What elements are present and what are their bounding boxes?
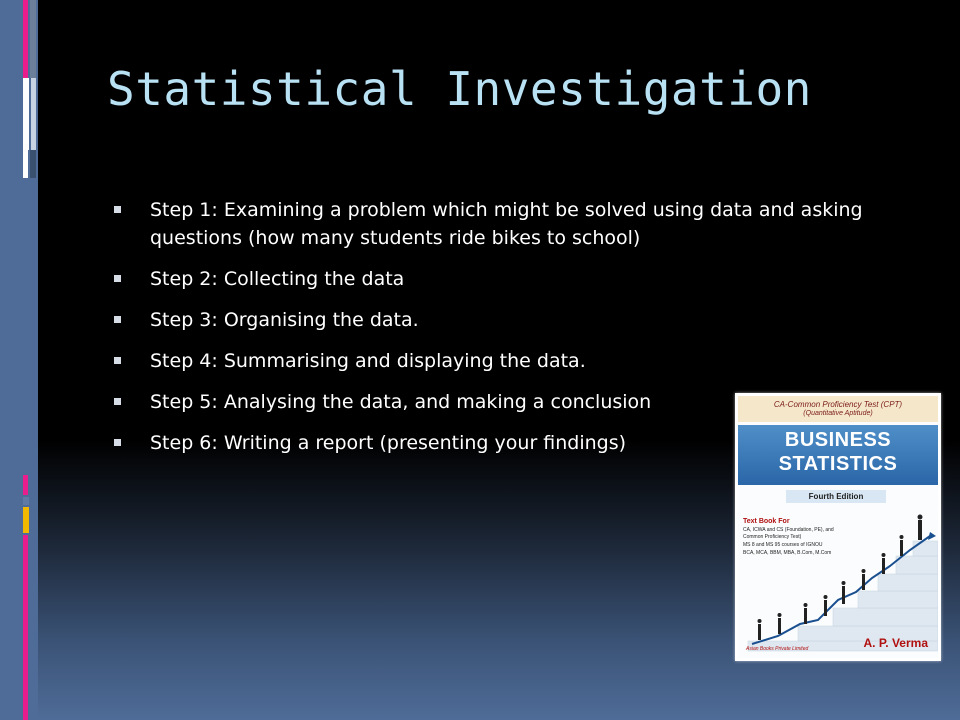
book-series-line1: CA-Common Proficiency Test (CPT)	[773, 400, 903, 409]
book-author: A. P. Verma	[863, 636, 928, 650]
bullet-text: Step 6: Writing a report (presenting your findings)	[150, 432, 627, 454]
accent-bar	[23, 475, 28, 495]
square-bullet-icon	[114, 357, 121, 364]
book-title-block	[738, 425, 938, 485]
bullet-item	[110, 347, 870, 375]
book-publisher: Asian Books Private Limited	[746, 646, 809, 652]
book-cover-face	[738, 396, 938, 658]
book-title-line2: STATISTICS	[778, 453, 898, 475]
square-bullet-icon	[114, 206, 121, 213]
accent-bar	[23, 507, 29, 533]
bullet-item	[110, 306, 870, 334]
bullet-item	[110, 265, 870, 293]
accent-bar	[23, 535, 28, 720]
book-use-item: MS 8 and MS 95 courses of IGNOU	[743, 542, 823, 548]
accent-bar	[23, 497, 29, 505]
accent-bar	[23, 150, 28, 178]
book-edition: Fourth Edition	[786, 490, 886, 503]
square-bullet-icon	[114, 275, 121, 282]
accent-bar	[30, 150, 36, 178]
bullet-text: Step 2: Collecting the data	[150, 268, 405, 290]
square-bullet-icon	[114, 316, 121, 323]
book-use-item: CA, ICWA and CS (Foundation, PE), and Common Proficiency Test)	[743, 527, 834, 540]
accent-bar	[31, 78, 36, 150]
accent-bar	[23, 0, 28, 78]
book-text-book-for: Text Book For	[743, 518, 790, 525]
bullet-text: Step 1: Examining a problem which might be solved using data and asking questions (how many students ride bikes to school)	[150, 199, 863, 249]
bullet-item	[110, 196, 870, 252]
square-bullet-icon	[114, 439, 121, 446]
slide-title: Statistical Investigation	[107, 62, 812, 116]
book-title-line1: BUSINESS	[784, 429, 892, 451]
accent-bar	[30, 0, 36, 78]
square-bullet-icon	[114, 398, 121, 405]
bullet-text: Step 5: Analysing the data, and making a conclusion	[150, 391, 652, 413]
accent-bar	[23, 78, 29, 150]
bullet-text: Step 4: Summarising and displaying the data.	[150, 350, 586, 372]
book-use-item: BCA, MCA, BBM, MBA, B.Com, M.Com	[743, 550, 832, 556]
bullet-text: Step 3: Organising the data.	[150, 309, 419, 331]
decorative-bars	[23, 0, 36, 720]
book-cover-image	[735, 393, 941, 661]
book-series-line2: (Quantitative Aptitude)	[803, 410, 873, 417]
